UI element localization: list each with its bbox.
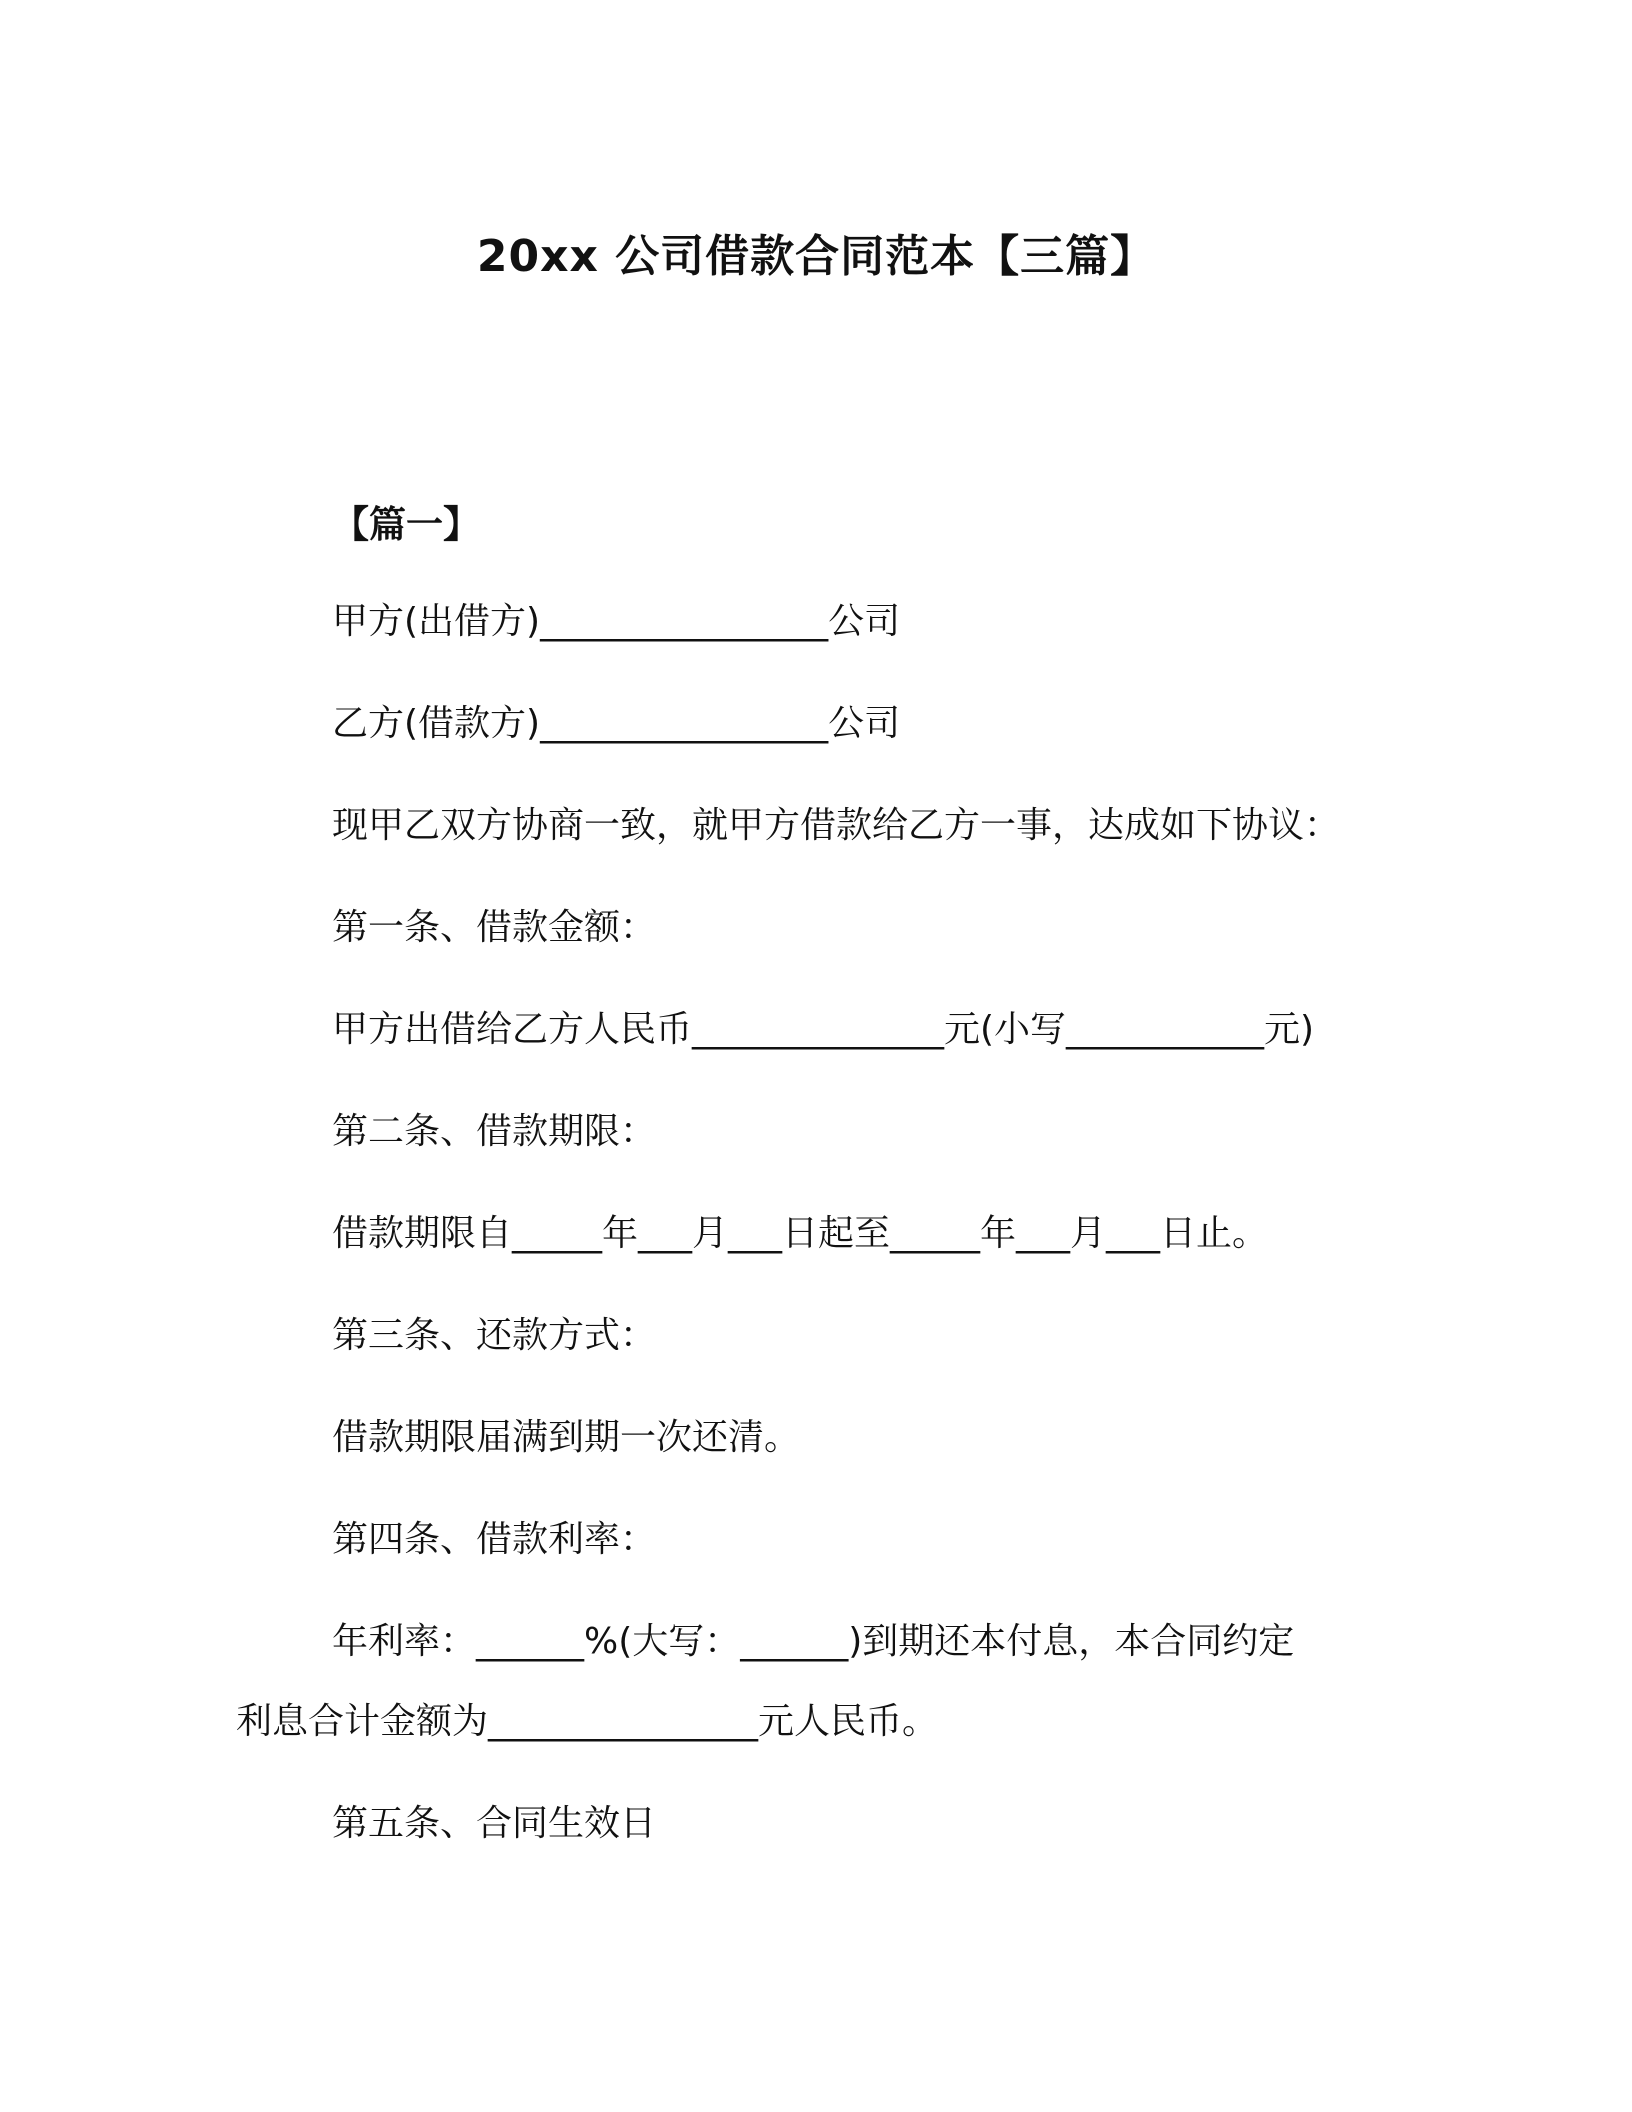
party-a-line: 甲方(出借方)________________公司 (332, 601, 901, 642)
party-b-line: 乙方(借款方)________________公司 (332, 703, 901, 744)
article-5-heading: 第五条、合同生效日 (332, 1803, 657, 1844)
article-1-heading: 第一条、借款金额： (332, 907, 657, 948)
agreement-intro: 现甲乙双方协商一致，就甲方借款给乙方一事，达成如下协议： (332, 805, 1341, 846)
article-4-body-continued: 利息合计金额为_______________元人民币。 (236, 1701, 939, 1742)
article-1-body: 甲方出借给乙方人民币______________元(小写___________元) (332, 1009, 1315, 1050)
section-heading: 【篇一】 (332, 503, 480, 546)
article-4-heading: 第四条、借款利率： (332, 1519, 657, 1560)
article-3-body: 借款期限届满到期一次还清。 (332, 1417, 801, 1458)
article-3-heading: 第三条、还款方式： (332, 1315, 657, 1356)
article-4-body: 年利率：______%(大写：______)到期还本付息，本合同约定 (332, 1621, 1295, 1662)
article-2-heading: 第二条、借款期限： (332, 1111, 657, 1152)
document-title: 20xx 公司借款合同范本【三篇】 (476, 231, 1156, 282)
article-2-body: 借款期限自_____年___月___日起至_____年___月___日止。 (332, 1213, 1269, 1254)
